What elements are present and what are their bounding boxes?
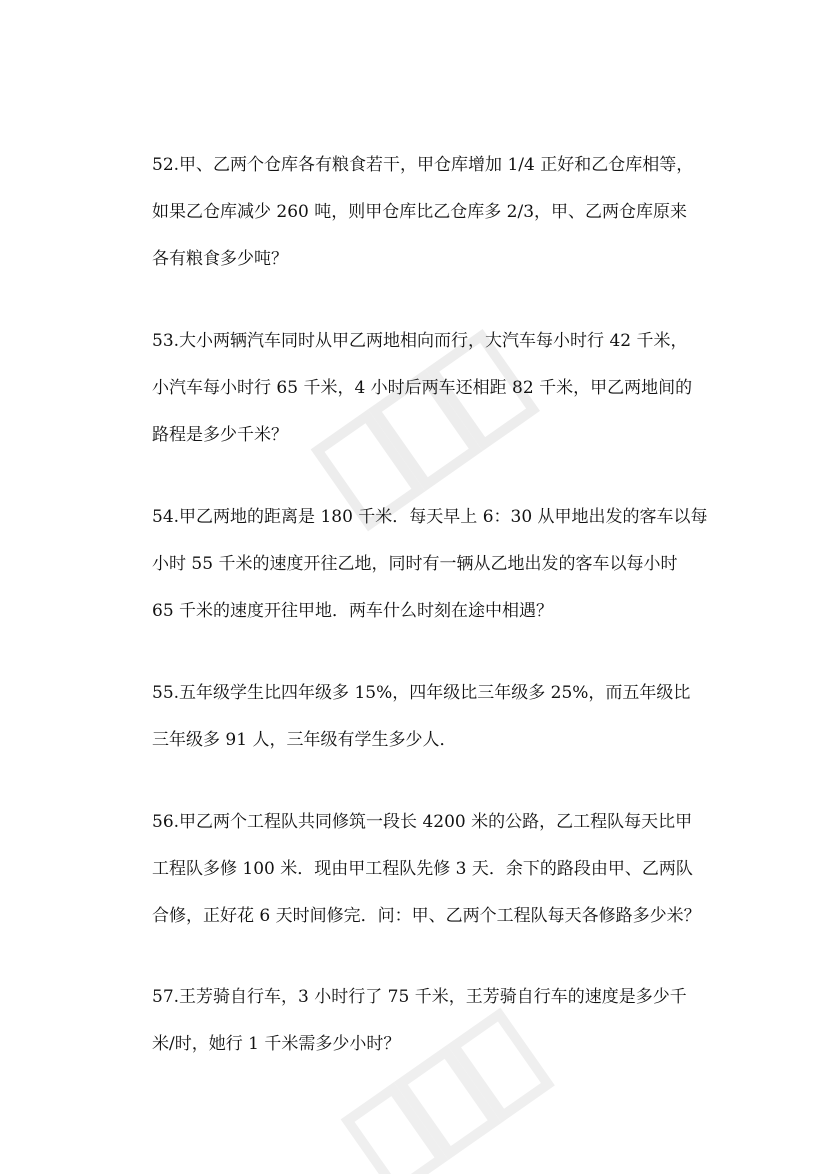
problem-56-line-1: 56.甲乙两个工程队共同修筑一段长 4200 米的公路，乙工程队每天比甲 <box>152 812 693 832</box>
problem-56 <box>152 799 701 940</box>
problem-54-line-2: 小时 55 千米的速度开往乙地，同时有一辆从乙地出发的客车以每小时 <box>152 554 678 574</box>
problem-56-line-2: 工程队多修 100 米．现由甲工程队先修 3 天．余下的路段由甲、乙两队 <box>152 859 693 879</box>
problem-52 <box>152 142 692 283</box>
problem-54 <box>152 494 708 635</box>
problem-52-line-1: 52.甲、乙两个仓库各有粮食若干，甲仓库增加 1/4 正好和乙仓库相等， <box>152 155 694 175</box>
problem-56-line-3: 合修，正好花 6 天时间修完．问：甲、乙两个工程队每天各修路多少米？ <box>152 906 701 926</box>
problem-53-line-1: 53.大小两辆汽车同时从甲乙两地相向而行，大汽车每小时行 42 千米， <box>152 331 688 351</box>
problem-55-line-1: 55.五年级学生比四年级多 15%，四年级比三年级多 25%，而五年级比 <box>152 683 691 703</box>
problem-57-line-2: 米/时，她行 1 千米需多少小时？ <box>152 1034 401 1054</box>
problem-52-line-3: 各有粮食多少吨？ <box>152 249 288 269</box>
problem-53 <box>152 318 692 459</box>
problem-57-line-1: 57.王芳骑自行车，3 小时行了 75 千米，王芳骑自行车的速度是多少千 <box>152 987 687 1007</box>
problem-53-line-3: 路程是多少千米？ <box>152 425 288 445</box>
problem-53-line-2: 小汽车每小时行 65 千米，4 小时后两车还相距 82 千米，甲乙两地间的 <box>152 378 693 398</box>
watermark-glyph-4 <box>348 1089 442 1174</box>
problem-55 <box>152 670 692 764</box>
problem-52-line-2: 如果乙仓库减少 260 吨，则甲仓库比乙仓库多 2/3，甲、乙两仓库原来 <box>152 202 688 222</box>
problem-54-line-1: 54.甲乙两地的距离是 180 千米．每天早上 6：30 从甲地出发的客车以每 <box>152 507 708 527</box>
problem-54-line-3: 65 千米的速度开往甲地．两车什么时刻在途中相遇？ <box>152 601 554 621</box>
problem-57 <box>152 974 692 1068</box>
problem-55-line-2: 三年级多 91 人，三年级有学生多少人． <box>152 730 457 750</box>
